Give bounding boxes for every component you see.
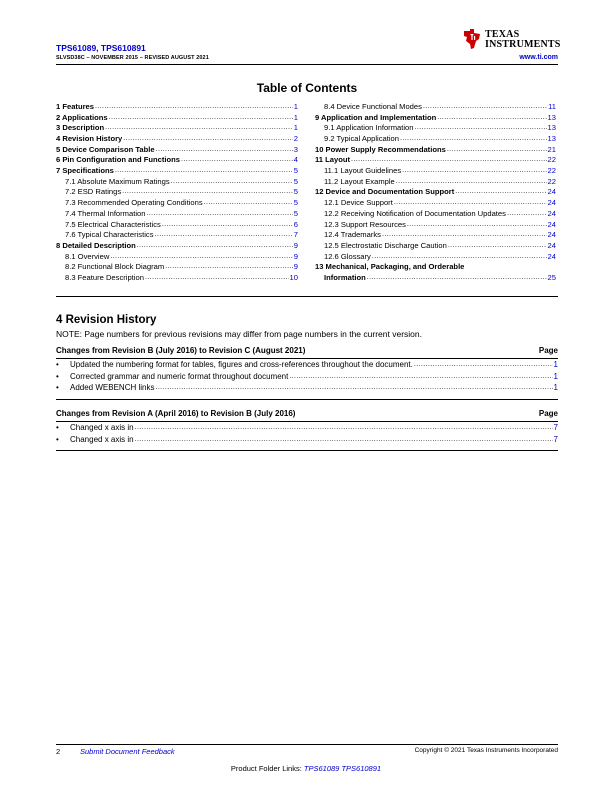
toc-leader-dots: [400, 134, 547, 145]
toc-entry-label: 8.2 Functional Block Diagram: [65, 262, 165, 272]
toc-entry-label: 10 Power Supply Recommendations: [315, 144, 446, 154]
change-heading: [56, 409, 558, 422]
toc-entry[interactable]: [56, 123, 298, 134]
change-item-text: Updated the numbering format for tables, figures and cross-references throughout the document.: [70, 360, 413, 369]
toc-entry[interactable]: [315, 241, 556, 252]
toc-entry-page[interactable]: 9: [293, 240, 298, 250]
toc-entry[interactable]: [56, 177, 298, 188]
toc-entry-page[interactable]: 9: [293, 262, 298, 272]
toc-entry[interactable]: [315, 198, 556, 209]
toc-leader-dots: [171, 177, 293, 188]
change-item-page[interactable]: 1: [553, 371, 558, 381]
toc-leader-dots: [162, 220, 293, 231]
toc-leader-dots: [437, 113, 546, 124]
product-link-tps610891[interactable]: TPS610891: [341, 764, 382, 773]
toc-entry[interactable]: [315, 177, 556, 188]
change-item: [56, 382, 558, 394]
change-item-text: Changed x axis in: [70, 423, 134, 432]
toc-entry-label: 1 Features: [56, 101, 94, 111]
toc-entry[interactable]: [315, 155, 556, 166]
toc-entry-page[interactable]: 3: [293, 144, 298, 154]
toc-entry-label: 2 Applications: [56, 112, 108, 122]
logo-line-1: TEXAS: [485, 29, 520, 40]
toc-leader-dots: [165, 262, 293, 273]
toc-entry-label: 4 Revision History: [56, 134, 123, 144]
bullet-icon: •: [56, 371, 59, 381]
toc-leader-dots: [204, 198, 293, 209]
change-block-divider: [56, 394, 558, 400]
toc-entry-label: 12.1 Device Support: [324, 198, 393, 208]
toc-entry-label: 3 Description: [56, 123, 105, 133]
toc-entry[interactable]: [56, 113, 298, 124]
toc-left-column: [56, 102, 298, 284]
ti-logo: [462, 28, 561, 54]
change-list: [56, 422, 558, 445]
toc-leader-dots: [351, 155, 547, 166]
change-item-text: Added WEBENCH links: [70, 383, 155, 392]
toc-right-column: [315, 102, 556, 284]
toc-entry-label: 11.1 Layout Guidelines: [324, 166, 402, 176]
toc-entry-page[interactable]: 10: [289, 272, 298, 282]
change-leader-dots: [289, 371, 552, 383]
bullet-icon: •: [56, 423, 59, 432]
toc-leader-dots: [402, 166, 546, 177]
change-item-page[interactable]: 1: [553, 383, 558, 392]
toc-entry-page[interactable]: 13: [547, 112, 556, 122]
change-heading: [56, 346, 558, 359]
toc-entry-label: Information: [324, 272, 366, 282]
toc-entry-page[interactable]: 24: [547, 208, 556, 218]
site-url[interactable]: www.ti.com: [519, 54, 558, 61]
toc-entry[interactable]: [56, 262, 298, 273]
page-number: 2: [56, 747, 61, 756]
toc-entry[interactable]: [56, 252, 298, 263]
toc-entry-page[interactable]: 25: [547, 272, 556, 282]
toc-entry-label: 12.3 Support Resources: [324, 219, 406, 229]
toc-entry-page[interactable]: 2: [293, 134, 298, 144]
toc-leader-dots: [105, 123, 293, 134]
toc-entry[interactable]: [56, 241, 298, 252]
toc-leader-dots: [407, 220, 547, 231]
toc-leader-dots: [146, 209, 292, 220]
bullet-icon: •: [56, 383, 59, 392]
logo-line-2: INSTRUMENTS: [485, 39, 561, 50]
toc-leader-dots: [415, 123, 547, 134]
toc-entry-label: 7.6 Typical Characteristics: [65, 230, 154, 240]
toc-entry-page[interactable]: 24: [547, 251, 556, 261]
toc-entry-page[interactable]: 6: [293, 219, 298, 229]
part-numbers[interactable]: TPS61089, TPS610891: [56, 43, 146, 53]
change-item: [56, 422, 558, 434]
copyright: Copyright © 2021 Texas Instruments Incorporated: [414, 747, 558, 754]
toc-leader-dots: [396, 177, 547, 188]
toc-leader-dots: [156, 145, 293, 156]
toc-entry[interactable]: [56, 230, 298, 241]
toc-entry-page[interactable]: 22: [547, 176, 556, 186]
toc-entry-page[interactable]: 22: [547, 166, 556, 176]
toc-entry-page[interactable]: 24: [547, 198, 556, 208]
toc-entry-label: 12 Device and Documentation Support: [315, 187, 455, 197]
toc-divider: [56, 296, 558, 297]
toc-entry-label: 8 Detailed Description: [56, 240, 136, 250]
toc-entry-page[interactable]: 1: [293, 101, 298, 111]
change-item: [56, 434, 558, 446]
change-item-page[interactable]: 7: [553, 423, 558, 432]
toc-leader-dots: [447, 145, 547, 156]
change-block-divider: [56, 445, 558, 451]
toc-entry-label: 7 Specifications: [56, 166, 114, 176]
toc-entry[interactable]: [56, 209, 298, 220]
toc-entry-label: 11.2 Layout Example: [324, 176, 395, 186]
toc-entry-label: 7.3 Recommended Operating Conditions: [65, 198, 203, 208]
toc-entry-page[interactable]: 5: [293, 166, 298, 176]
toc-entry-label: 8.4 Device Functional Modes: [324, 101, 422, 111]
toc-entry-label: 7.1 Absolute Maximum Ratings: [65, 176, 170, 186]
toc-leader-dots: [382, 230, 547, 241]
toc-entry-page[interactable]: 5: [293, 187, 298, 197]
toc-entry-label: 9 Application and Implementation: [315, 112, 437, 122]
toc-leader-dots: [122, 187, 293, 198]
footer-divider: [56, 744, 558, 745]
change-item: [56, 371, 558, 383]
toc-entry-page[interactable]: 1: [293, 123, 298, 133]
header-left: [56, 43, 209, 63]
toc-leader-dots: [455, 187, 546, 198]
toc-entry-label: 12.6 Glossary: [324, 251, 371, 261]
page-column-label: Page: [538, 409, 558, 418]
toc-entry-label: 11 Layout: [315, 155, 351, 165]
toc-entry[interactable]: [315, 102, 556, 113]
toc-leader-dots: [367, 273, 547, 284]
bullet-icon: •: [56, 360, 59, 369]
toc-entry[interactable]: [56, 198, 298, 209]
toc-entry-page[interactable]: 24: [547, 240, 556, 250]
toc-entry[interactable]: [56, 220, 298, 231]
toc-entry-page[interactable]: 5: [293, 208, 298, 218]
toc-entry[interactable]: [56, 145, 298, 156]
change-item-page[interactable]: 1: [553, 360, 558, 369]
toc-entry-page[interactable]: 5: [293, 198, 298, 208]
toc-entry[interactable]: [56, 273, 298, 284]
change-leader-dots: [155, 382, 552, 394]
toc-leader-dots: [123, 134, 293, 145]
toc-entry-page[interactable]: 5: [293, 176, 298, 186]
change-item-page[interactable]: 7: [553, 434, 558, 444]
toc-leader-dots: [448, 241, 547, 252]
toc-entry[interactable]: [56, 134, 298, 145]
toc-entry-label: 8.1 Overview: [65, 251, 110, 261]
toc-entry-label: 8.3 Feature Description: [65, 272, 144, 282]
change-leader-dots: [135, 434, 553, 446]
toc-entry[interactable]: [315, 262, 556, 273]
toc-entry-page[interactable]: 13: [547, 123, 556, 133]
revision-history-title: 4 Revision History: [56, 314, 157, 326]
page-column-label: Page: [538, 346, 558, 355]
toc-entry-label: 12.5 Electrostatic Discharge Caution: [324, 240, 447, 250]
toc-entry-page[interactable]: 24: [547, 230, 556, 240]
toc-entry-label: 12.4 Trademarks: [324, 230, 381, 240]
toc-entry-label: 12.2 Receiving Notification of Documentation Updates: [324, 208, 506, 218]
toc-entry[interactable]: [315, 134, 556, 145]
change-item: [56, 359, 558, 371]
toc-entry-page[interactable]: 1: [293, 112, 298, 122]
toc-leader-dots: [394, 198, 547, 209]
header-divider: [56, 64, 558, 65]
toc-entry-label: 13 Mechanical, Packaging, and Orderable: [315, 262, 465, 272]
toc-leader-dots: [181, 155, 293, 166]
doc-id: SLVSD38C – NOVEMBER 2015 – REVISED AUGUST 2021: [56, 55, 209, 61]
change-leader-dots: [135, 422, 553, 434]
toc-entry[interactable]: [56, 188, 298, 199]
product-folder-links: [0, 764, 612, 773]
toc-entry-label: 5 Device Comparison Table: [56, 144, 155, 154]
toc-entry-page[interactable]: 13: [547, 134, 556, 144]
toc-entry-page[interactable]: 11: [548, 101, 556, 111]
toc-leader-dots: [95, 102, 293, 113]
toc-entry[interactable]: [315, 123, 556, 134]
toc-entry[interactable]: [315, 252, 556, 263]
change-block-rev-b: [56, 409, 558, 451]
toc-entry-label: 7.2 ESD Ratings: [65, 187, 122, 197]
toc-leader-dots: [109, 113, 293, 124]
toc-entry-page[interactable]: 22: [547, 155, 556, 165]
toc-leader-dots: [137, 241, 293, 252]
change-item-text: Corrected grammar and numeric format throughout document: [70, 371, 289, 381]
revision-history-note: NOTE: Page numbers for previous revisions may differ from page numbers in the current version.: [56, 329, 422, 339]
change-list: [56, 359, 558, 394]
change-heading-text: Changes from Revision A (April 2016) to Revision B (July 2016): [56, 409, 296, 418]
toc-entry-page[interactable]: 9: [293, 251, 298, 261]
toc-entry-label: 9.2 Typical Application: [324, 134, 400, 144]
toc-entry-page[interactable]: 24: [547, 187, 556, 197]
logo-wordmark: [485, 30, 561, 50]
toc-entry-label: 7.5 Electrical Characteristics: [65, 219, 161, 229]
product-link-tps61089[interactable]: TPS61089: [303, 764, 340, 773]
change-item-text: Changed x axis in: [70, 434, 134, 444]
toc-entry[interactable]: [56, 155, 298, 166]
toc-entry[interactable]: [56, 102, 298, 113]
toc-leader-dots: [110, 252, 292, 263]
toc-leader-dots: [115, 166, 293, 177]
change-leader-dots: [414, 359, 553, 371]
bullet-icon: •: [56, 434, 59, 444]
toc-entry[interactable]: [56, 166, 298, 177]
change-heading-text: Changes from Revision B (July 2016) to Revision C (August 2021): [56, 346, 306, 355]
toc-entry-page[interactable]: 21: [547, 144, 556, 154]
toc-entry-page[interactable]: 24: [547, 219, 556, 229]
toc-leader-dots: [507, 209, 547, 220]
toc-entry[interactable]: [315, 188, 556, 199]
change-block-rev-c: [56, 346, 558, 400]
toc-entry[interactable]: [315, 166, 556, 177]
toc-entry-page[interactable]: 7: [293, 230, 298, 240]
toc-leader-dots: [155, 230, 293, 241]
submit-feedback-link[interactable]: Submit Document Feedback: [80, 747, 175, 756]
product-links-label: Product Folder Links:: [230, 764, 302, 773]
toc-entry-label: 7.4 Thermal Information: [65, 208, 146, 218]
toc-entry[interactable]: [315, 209, 556, 220]
toc-entry[interactable]: [315, 273, 556, 284]
toc-leader-dots: [145, 273, 289, 284]
toc-entry[interactable]: [315, 220, 556, 231]
toc-entry-label: 9.1 Application Information: [324, 123, 414, 133]
toc-leader-dots: [423, 102, 547, 113]
toc-leader-dots: [372, 252, 547, 263]
ti-texas-logo-icon: [462, 28, 482, 50]
toc-entry[interactable]: [315, 145, 556, 156]
toc-entry-label: 6 Pin Configuration and Functions: [56, 155, 181, 165]
toc-entry-page[interactable]: 4: [293, 155, 298, 165]
toc-entry[interactable]: [315, 230, 556, 241]
toc-title: Table of Contents: [256, 81, 358, 95]
toc-entry[interactable]: [315, 113, 556, 124]
